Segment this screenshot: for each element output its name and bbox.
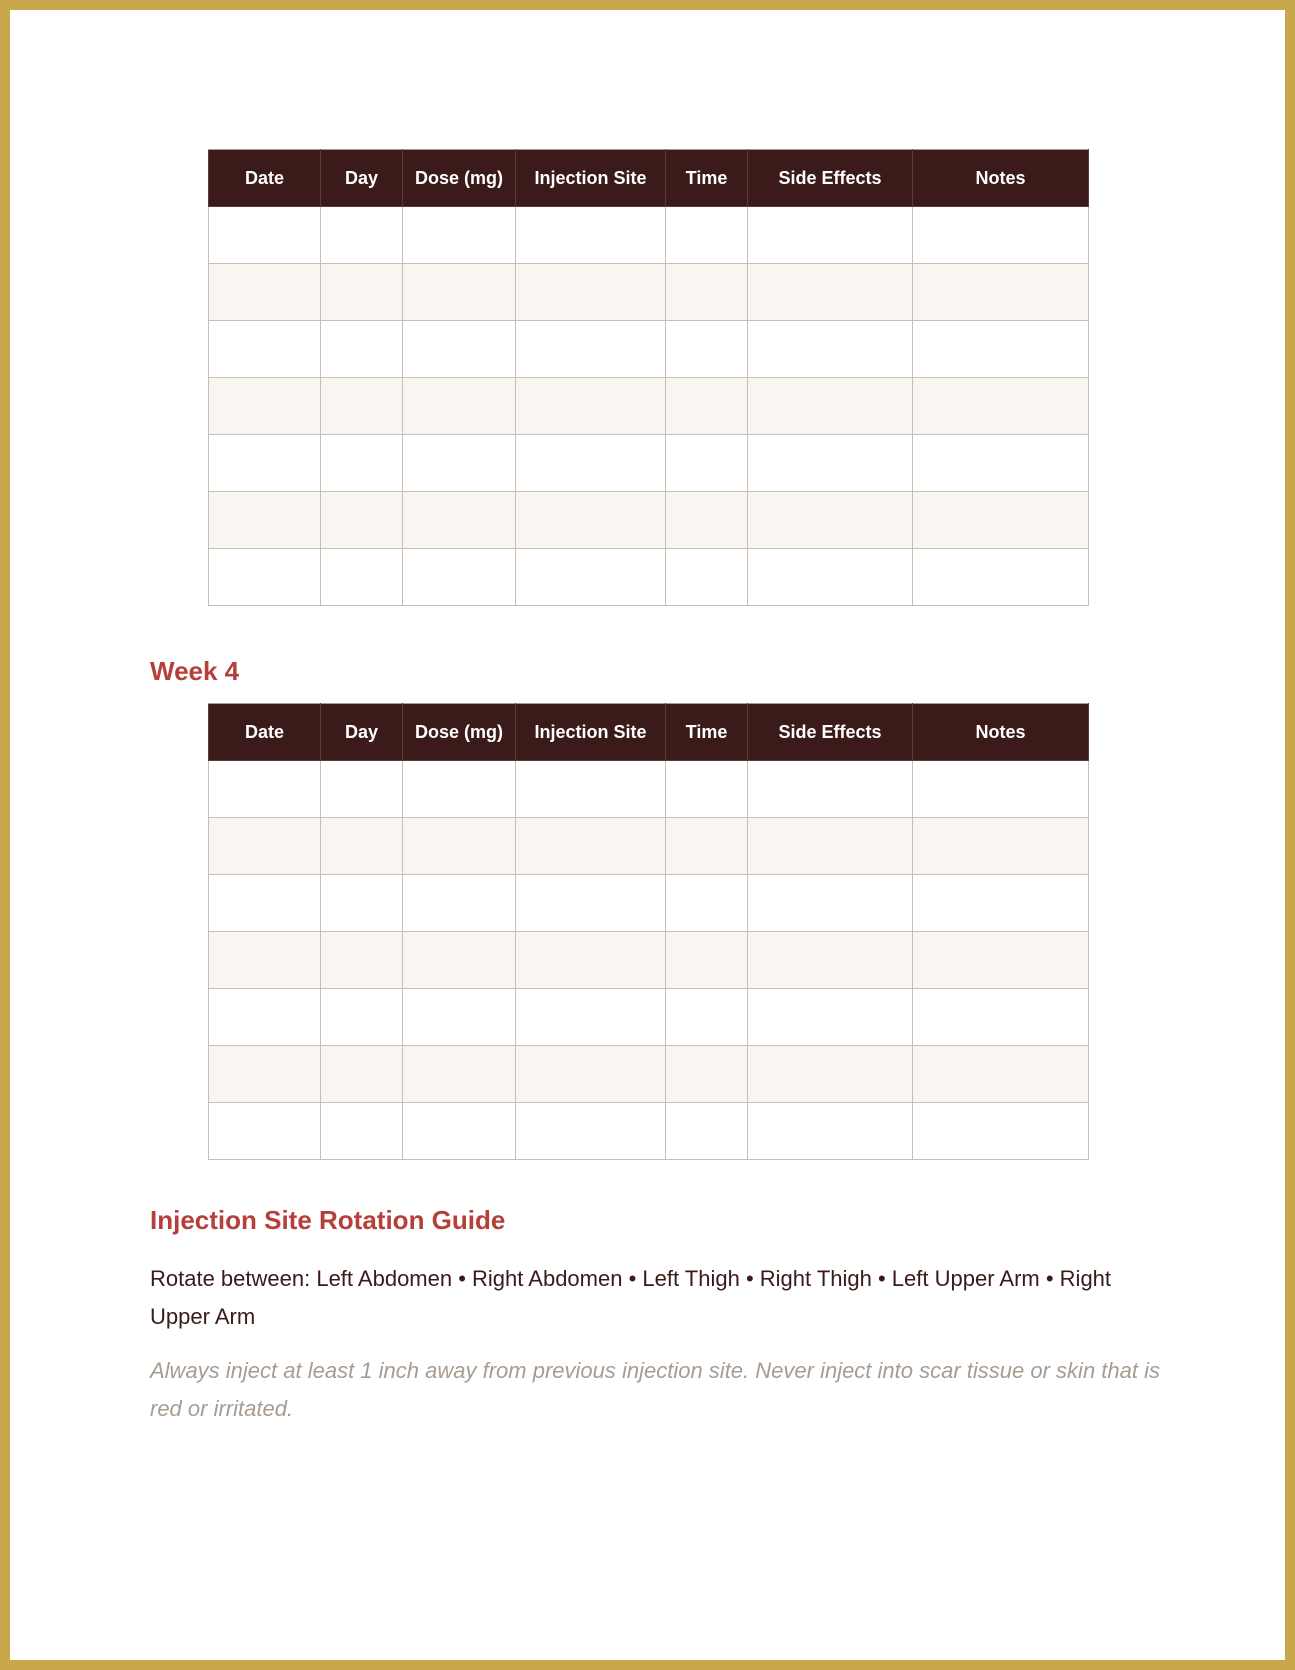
table-row bbox=[209, 818, 1089, 875]
table-cell[interactable] bbox=[321, 932, 403, 989]
table-cell[interactable] bbox=[666, 321, 748, 378]
rotation-guide-text: Rotate between: Left Abdomen • Right Abdomen • Left Thigh • Right Thigh • Left Upper Arm • Right Upper Arm bbox=[150, 1266, 1112, 1329]
table-cell[interactable] bbox=[209, 761, 321, 818]
table-cell[interactable] bbox=[516, 492, 666, 549]
table-cell[interactable] bbox=[321, 435, 403, 492]
table-cell[interactable] bbox=[403, 761, 516, 818]
table-cell[interactable] bbox=[321, 761, 403, 818]
table-cell[interactable] bbox=[321, 378, 403, 435]
column-header-injection-site: Injection Site bbox=[516, 150, 666, 207]
column-header-time: Time bbox=[666, 150, 748, 207]
table-cell[interactable] bbox=[666, 435, 748, 492]
table-row bbox=[209, 264, 1089, 321]
table-cell[interactable] bbox=[666, 207, 748, 264]
table-cell[interactable] bbox=[209, 549, 321, 606]
table-cell[interactable] bbox=[321, 549, 403, 606]
table-cell[interactable] bbox=[913, 321, 1089, 378]
table-cell[interactable] bbox=[666, 378, 748, 435]
table-header-row bbox=[209, 150, 1089, 207]
table-cell[interactable] bbox=[748, 264, 913, 321]
table-cell[interactable] bbox=[666, 761, 748, 818]
table-cell[interactable] bbox=[209, 321, 321, 378]
column-header-side-effects: Side Effects bbox=[748, 704, 913, 761]
table-cell[interactable] bbox=[913, 435, 1089, 492]
table-cell[interactable] bbox=[748, 435, 913, 492]
table-row bbox=[209, 989, 1089, 1046]
table-cell[interactable] bbox=[403, 378, 516, 435]
table-row bbox=[209, 435, 1089, 492]
column-header-injection-site: Injection Site bbox=[516, 704, 666, 761]
table-cell[interactable] bbox=[913, 818, 1089, 875]
table-cell[interactable] bbox=[516, 989, 666, 1046]
table-row bbox=[209, 1046, 1089, 1103]
table-row bbox=[209, 761, 1089, 818]
table-cell[interactable] bbox=[403, 875, 516, 932]
table-cell[interactable] bbox=[748, 207, 913, 264]
table-row bbox=[209, 321, 1089, 378]
table-cell[interactable] bbox=[666, 875, 748, 932]
table-cell[interactable] bbox=[913, 761, 1089, 818]
table-cell[interactable] bbox=[748, 549, 913, 606]
table-cell[interactable] bbox=[666, 549, 748, 606]
table-cell[interactable] bbox=[748, 1103, 913, 1160]
table-cell[interactable] bbox=[913, 932, 1089, 989]
table-cell[interactable] bbox=[913, 492, 1089, 549]
table-row bbox=[209, 932, 1089, 989]
column-header-time: Time bbox=[666, 704, 748, 761]
table-cell[interactable] bbox=[913, 264, 1089, 321]
table-cell[interactable] bbox=[913, 1103, 1089, 1160]
table-cell[interactable] bbox=[209, 1103, 321, 1160]
table-cell[interactable] bbox=[516, 321, 666, 378]
table-cell[interactable] bbox=[403, 1046, 516, 1103]
table-cell[interactable] bbox=[913, 1046, 1089, 1103]
table-cell[interactable] bbox=[209, 492, 321, 549]
column-header-date: Date bbox=[209, 150, 321, 207]
table-cell[interactable] bbox=[516, 761, 666, 818]
table-cell[interactable] bbox=[666, 1103, 748, 1160]
table-cell[interactable] bbox=[516, 435, 666, 492]
table-cell[interactable] bbox=[748, 1046, 913, 1103]
column-header-day: Day bbox=[321, 704, 403, 761]
table-cell[interactable] bbox=[666, 492, 748, 549]
table-cell[interactable] bbox=[748, 492, 913, 549]
table-cell[interactable] bbox=[321, 492, 403, 549]
table-header-row bbox=[209, 704, 1089, 761]
table-cell[interactable] bbox=[516, 932, 666, 989]
table-cell[interactable] bbox=[403, 932, 516, 989]
rotation-guide-note: Always inject at least 1 inch away from previous injection site. Never inject into scar tissue or skin that is red or irritated. bbox=[150, 1358, 1160, 1421]
table-cell[interactable] bbox=[748, 932, 913, 989]
table-cell[interactable] bbox=[403, 264, 516, 321]
column-header-notes: Notes bbox=[913, 704, 1089, 761]
table-cell[interactable] bbox=[666, 1046, 748, 1103]
table-cell[interactable] bbox=[516, 264, 666, 321]
column-header-dose: Dose (mg) bbox=[403, 150, 516, 207]
table-cell[interactable] bbox=[209, 875, 321, 932]
table-cell[interactable] bbox=[516, 1103, 666, 1160]
table-cell[interactable] bbox=[321, 1103, 403, 1160]
table-cell[interactable] bbox=[516, 378, 666, 435]
table-cell[interactable] bbox=[516, 1046, 666, 1103]
table-row bbox=[209, 549, 1089, 606]
table-cell[interactable] bbox=[403, 989, 516, 1046]
column-header-side-effects: Side Effects bbox=[748, 150, 913, 207]
table-cell[interactable] bbox=[403, 321, 516, 378]
table-cell[interactable] bbox=[321, 875, 403, 932]
table-row bbox=[209, 1103, 1089, 1160]
week4-heading: Week 4 bbox=[150, 656, 240, 686]
table-cell[interactable] bbox=[209, 207, 321, 264]
table-cell[interactable] bbox=[913, 549, 1089, 606]
table-row bbox=[209, 378, 1089, 435]
table-cell[interactable] bbox=[209, 932, 321, 989]
table-cell[interactable] bbox=[321, 321, 403, 378]
column-header-day: Day bbox=[321, 150, 403, 207]
column-header-date: Date bbox=[209, 704, 321, 761]
table-cell[interactable] bbox=[666, 818, 748, 875]
table-cell[interactable] bbox=[913, 378, 1089, 435]
table-row bbox=[209, 875, 1089, 932]
column-header-notes: Notes bbox=[913, 150, 1089, 207]
table-cell[interactable] bbox=[403, 549, 516, 606]
table-cell[interactable] bbox=[321, 818, 403, 875]
table-cell[interactable] bbox=[321, 207, 403, 264]
table-cell[interactable] bbox=[209, 818, 321, 875]
table-row bbox=[209, 207, 1089, 264]
table-cell[interactable] bbox=[516, 818, 666, 875]
table-cell[interactable] bbox=[666, 264, 748, 321]
table-cell[interactable] bbox=[403, 818, 516, 875]
column-header-dose: Dose (mg) bbox=[403, 704, 516, 761]
week3-log-table bbox=[208, 149, 1089, 606]
table-cell[interactable] bbox=[748, 875, 913, 932]
table-cell[interactable] bbox=[748, 989, 913, 1046]
table-cell[interactable] bbox=[209, 264, 321, 321]
table-cell[interactable] bbox=[666, 989, 748, 1046]
rotation-guide-heading: Injection Site Rotation Guide bbox=[150, 1205, 506, 1235]
table-cell[interactable] bbox=[321, 989, 403, 1046]
table-cell[interactable] bbox=[209, 378, 321, 435]
table-cell[interactable] bbox=[209, 989, 321, 1046]
table-cell[interactable] bbox=[321, 1046, 403, 1103]
table-cell[interactable] bbox=[516, 549, 666, 606]
week4-log-table bbox=[208, 703, 1089, 1160]
table-cell[interactable] bbox=[666, 932, 748, 989]
table-cell[interactable] bbox=[321, 264, 403, 321]
table-cell[interactable] bbox=[403, 1103, 516, 1160]
table-cell[interactable] bbox=[913, 989, 1089, 1046]
table-cell[interactable] bbox=[209, 1046, 321, 1103]
table-cell[interactable] bbox=[209, 435, 321, 492]
table-cell[interactable] bbox=[913, 875, 1089, 932]
table-cell[interactable] bbox=[913, 207, 1089, 264]
table-cell[interactable] bbox=[516, 875, 666, 932]
table-cell[interactable] bbox=[748, 321, 913, 378]
table-row bbox=[209, 492, 1089, 549]
table-cell[interactable] bbox=[748, 818, 913, 875]
table-cell[interactable] bbox=[403, 207, 516, 264]
table-cell[interactable] bbox=[748, 378, 913, 435]
table-cell[interactable] bbox=[748, 761, 913, 818]
table-cell[interactable] bbox=[516, 207, 666, 264]
table-cell[interactable] bbox=[403, 492, 516, 549]
table-cell[interactable] bbox=[403, 435, 516, 492]
